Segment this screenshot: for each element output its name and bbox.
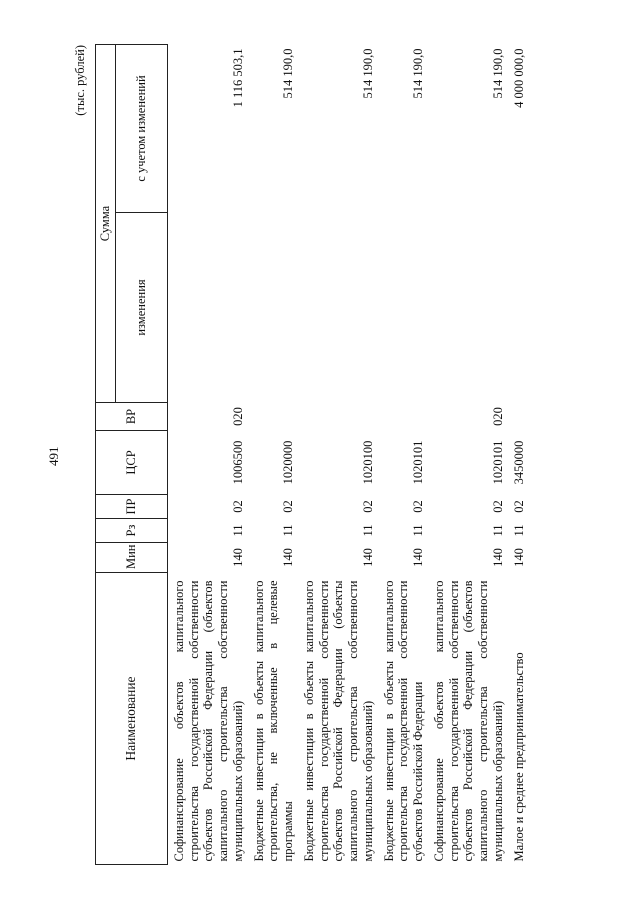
row-csr: 1020000 (281, 440, 295, 485)
row-vr: 020 (490, 407, 505, 426)
table-row (298, 45, 378, 865)
row-min: 140 (281, 548, 295, 567)
row-name: Софинансирование объектов капитального строительства государственной собственности субъектов Российской Федерации (объектов капитального строительства собственности муниципальных образований) (171, 580, 245, 862)
table-row (428, 45, 508, 865)
header-changes: изменения (115, 213, 167, 403)
row-csr: 1020101 (411, 440, 425, 485)
row-vr (508, 403, 529, 431)
row-csr: 3450000 (511, 440, 526, 485)
row-with-changes: 514 190,0 (360, 48, 375, 99)
row-with-changes: 1 116 503,1 (230, 48, 245, 108)
row-vr (248, 403, 298, 431)
row-name: Малое и среднее предпринимательство (511, 652, 526, 862)
table-row (378, 45, 428, 865)
header-vr: ВР (96, 403, 168, 431)
row-vr (378, 403, 428, 431)
row-changes (298, 213, 378, 403)
row-rz: 11 (411, 524, 425, 537)
row-pr: 02 (490, 500, 505, 513)
row-min: 140 (490, 548, 505, 567)
row-rz: 11 (230, 524, 245, 537)
header-name: Наименование (96, 573, 168, 865)
rotated-page (73, 45, 575, 865)
row-name: Бюджетные инвестиции в объекты капитального строительства государственной собственности субъектов Российской Федерации (381, 580, 425, 862)
row-name: Бюджетные инвестиции в объекты капитального строительства, не включенные в целевые программы (251, 580, 295, 862)
row-vr: 020 (230, 407, 245, 426)
row-pr: 02 (511, 500, 526, 513)
row-pr: 02 (411, 500, 425, 513)
row-changes (508, 213, 529, 403)
page-number: 491 (46, 446, 61, 466)
row-pr: 02 (360, 500, 375, 513)
row-rz: 11 (490, 524, 505, 537)
row-with-changes: 514 190,0 (411, 48, 425, 99)
row-pr: 02 (281, 500, 295, 513)
row-name: Бюджетные инвестиции в объекты капитального строительства государственной собственности субъектов Российской Федерации (объекты капитального строительства собственности муниципальных образований) (301, 580, 375, 862)
row-with-changes: 514 190,0 (281, 48, 295, 99)
row-csr: 1006500 (230, 440, 245, 485)
row-csr: 1020100 (360, 440, 375, 485)
table-row (508, 45, 529, 865)
row-changes (167, 213, 247, 403)
row-min: 140 (360, 548, 375, 567)
header-rz: Рз (96, 519, 168, 543)
row-min: 140 (411, 548, 425, 567)
row-name: Софинансирование объектов капитального строительства государственной собственности субъектов Российской Федерации (объектов капитального строительства собственности муниципальных образований) (431, 580, 505, 862)
row-changes (428, 213, 508, 403)
row-vr (298, 403, 378, 431)
table-row (167, 45, 247, 865)
header-csr: ЦСР (96, 431, 168, 495)
header-with-changes: с учетом изменений (115, 45, 167, 213)
row-rz: 11 (360, 524, 375, 537)
table-row (248, 45, 298, 865)
budget-table (95, 44, 528, 865)
row-pr: 02 (230, 500, 245, 513)
header-min: Мин (96, 543, 168, 573)
row-with-changes: 4 000 000,0 (511, 48, 526, 108)
unit-label: (тыс. рублей) (73, 45, 87, 116)
row-rz: 11 (281, 524, 295, 537)
row-rz: 11 (511, 524, 526, 537)
header-sum: Сумма (96, 45, 116, 403)
row-changes (378, 213, 428, 403)
row-changes (248, 213, 298, 403)
row-min: 140 (511, 548, 526, 567)
header-pr: ПР (96, 495, 168, 519)
row-csr: 1020101 (490, 440, 505, 485)
row-min: 140 (230, 548, 245, 567)
row-with-changes: 514 190,0 (490, 48, 505, 99)
